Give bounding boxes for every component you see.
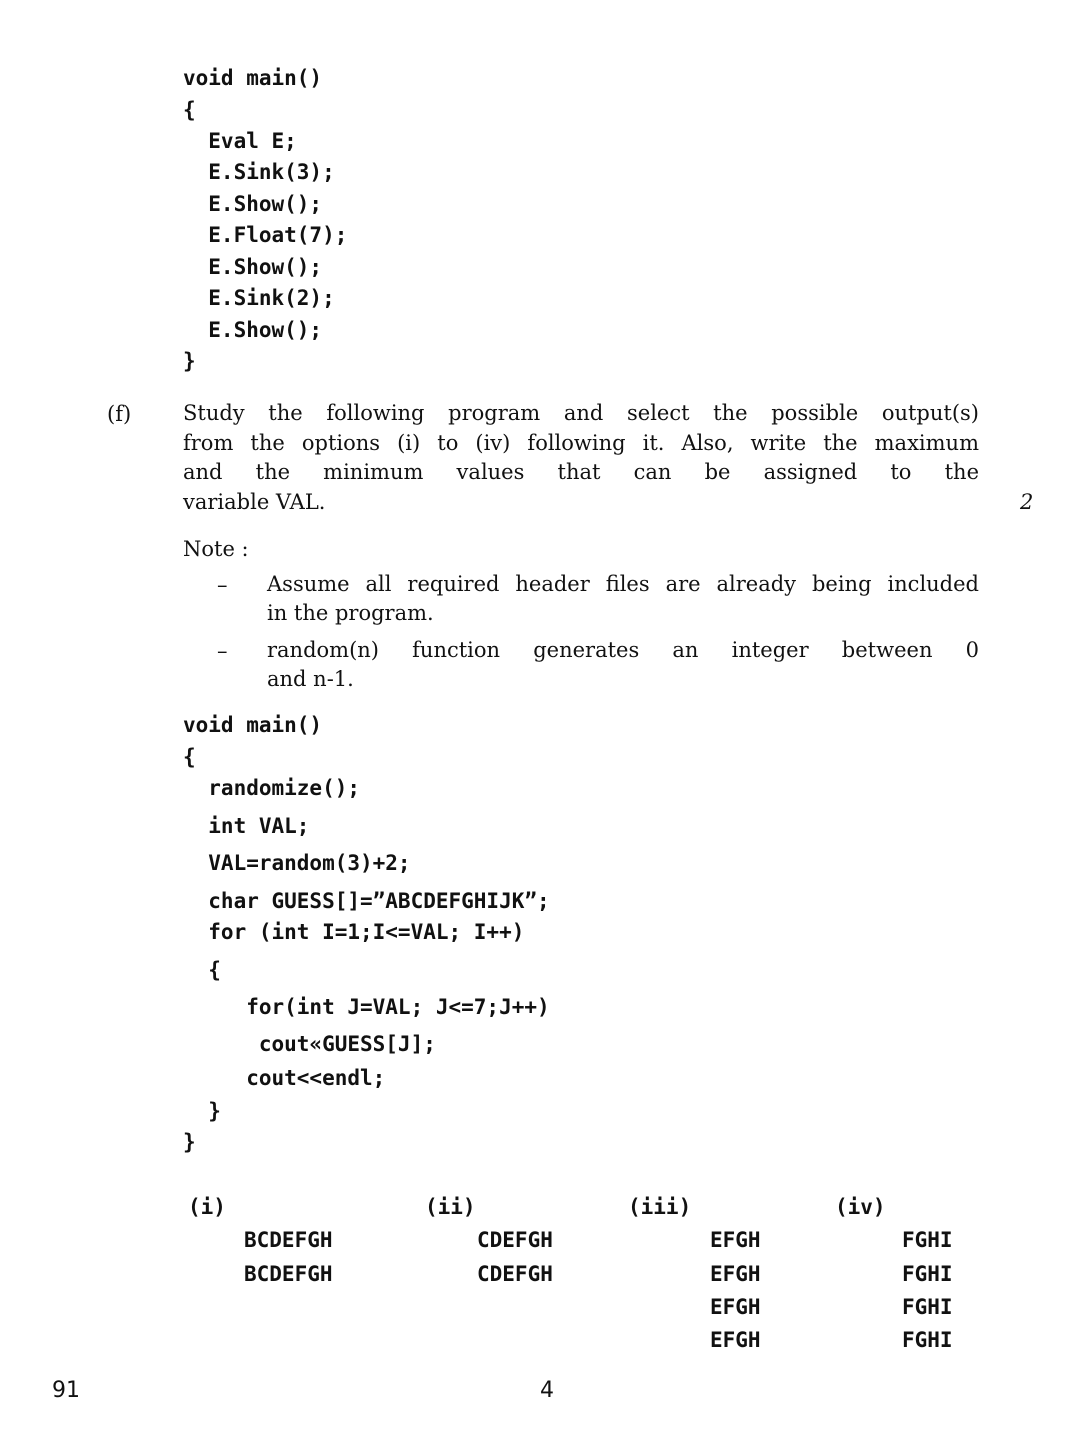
question-line: variable VAL.	[183, 489, 326, 514]
option-output-line: EFGH	[710, 1295, 761, 1319]
page-number: 4	[540, 1378, 554, 1403]
question-text	[183, 399, 979, 517]
option-output-line: FGHI	[902, 1295, 953, 1319]
note-line: Assume all required header files are already being included	[267, 572, 979, 596]
option-output-line: FGHI	[902, 1262, 953, 1286]
code-line: E.Sink(2);	[183, 286, 335, 310]
option-label: (iv)	[835, 1195, 886, 1219]
code-line: cout<<endl;	[183, 1066, 386, 1090]
note-dash: –	[217, 573, 228, 597]
question-label: (f)	[107, 402, 132, 426]
code-line: E.Show();	[183, 318, 323, 342]
option-output-line: EFGH	[710, 1228, 761, 1252]
question-line: Study the following program and select the possible output(s)	[183, 401, 979, 425]
code-line: Eval E;	[183, 129, 297, 153]
code-line: char GUESS[]=”ABCDEFGHIJK”;	[183, 889, 550, 913]
paper-code: 91	[52, 1378, 80, 1403]
code-line: E.Float(7);	[183, 223, 348, 247]
code-line: }	[183, 1099, 221, 1123]
code-line: E.Show();	[183, 192, 323, 216]
note-label: Note :	[183, 537, 249, 561]
note-item	[267, 636, 979, 694]
option-output-line: FGHI	[902, 1328, 953, 1352]
code-line: {	[183, 98, 196, 122]
note-line: and n-1.	[267, 667, 354, 691]
code-line: void main()	[183, 66, 323, 90]
option-output-line: EFGH	[710, 1328, 761, 1352]
code-line: }	[183, 349, 196, 373]
marks: 2	[1020, 490, 1034, 514]
note-dash: –	[217, 639, 228, 663]
code-line: cout«GUESS[J];	[183, 1032, 436, 1056]
code-line: E.Sink(3);	[183, 160, 335, 184]
option-output-line: CDEFGH	[477, 1262, 553, 1286]
option-output-line: BCDEFGH	[244, 1228, 333, 1252]
option-label: (iii)	[628, 1195, 692, 1219]
option-label: (i)	[188, 1195, 226, 1219]
code-line: for(int J=VAL; J<=7;J++)	[183, 995, 550, 1019]
code-line: void main()	[183, 713, 323, 737]
option-output-line: EFGH	[710, 1262, 761, 1286]
note-line: random(n) function generates an integer between 0	[267, 638, 979, 662]
code-line: {	[183, 745, 196, 769]
code-line: }	[183, 1130, 196, 1154]
note-item	[267, 570, 979, 628]
code-line: randomize();	[183, 776, 361, 800]
code-line: VAL=random(3)+2;	[183, 851, 411, 875]
question-line: and the minimum values that can be assigned to the	[183, 460, 979, 484]
question-line: from the options (i) to (iv) following it. Also, write the maximum	[183, 430, 979, 455]
option-output-line: CDEFGH	[477, 1228, 553, 1252]
code-line: {	[183, 958, 221, 982]
code-line: int VAL;	[183, 814, 310, 838]
code-line: for (int I=1;I<=VAL; I++)	[183, 920, 525, 944]
option-output-line: BCDEFGH	[244, 1262, 333, 1286]
note-line: in the program.	[267, 601, 434, 625]
option-label: (ii)	[425, 1195, 476, 1219]
code-line: E.Show();	[183, 255, 323, 279]
option-output-line: FGHI	[902, 1228, 953, 1252]
